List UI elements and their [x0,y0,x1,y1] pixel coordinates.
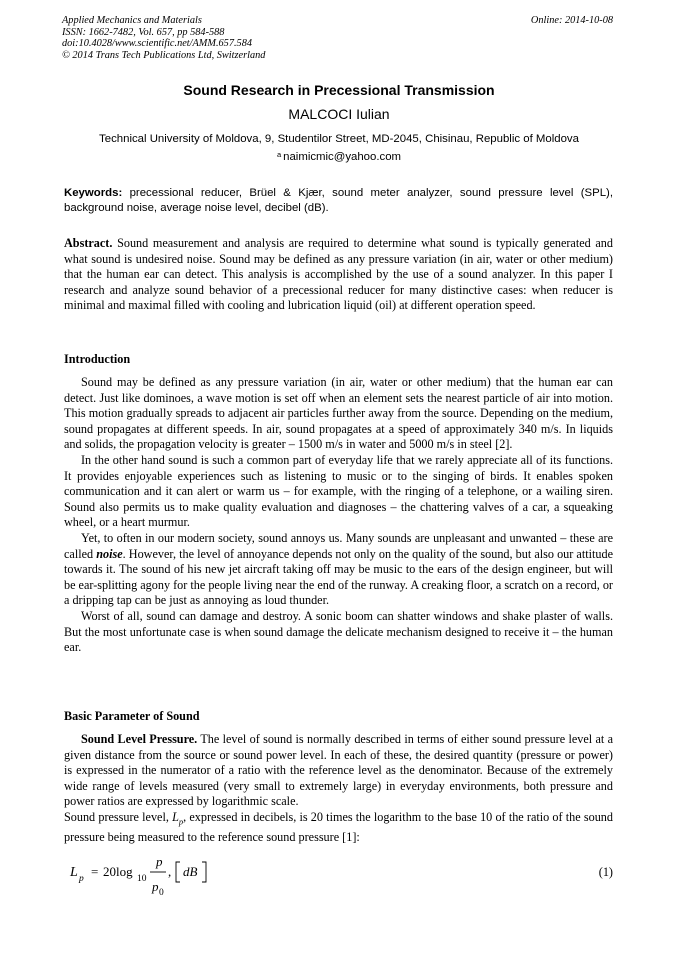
sound-level-pressure-lead: Sound Level Pressure. [81,732,198,746]
eq-numerator: p [156,854,163,869]
eq-denominator-sub: 0 [159,888,164,898]
keywords-text: precessional reducer, Brüel & Kjær, sound meter analyzer, sound pressure level (SPL), background noise, average noise level, decibel (dB). [64,187,613,214]
section-heading-introduction: Introduction [64,352,131,366]
paper-title: Sound Research in Precessional Transmission [183,82,495,98]
section-heading-basic-parameter: Basic Parameter of Sound [64,709,200,723]
keywords [64,186,613,216]
author-email [0,151,678,163]
eq-equals: = [91,864,99,879]
eq-unit: dB [183,864,198,879]
basic-p2-start: Sound pressure level, [64,809,173,824]
equation-1 [66,854,613,900]
email-address: naimicmic@yahoo.com [283,151,402,163]
intro-paragraph-1: Sound may be defined as any pressure variation (in air, water or other medium) that the human ear can detect. Just like dominoes, a wave motion is set off when an element sets the nearest particle of air into motion. This motion gradually spreads to adjacent air particles further away from the source. Depending on the medium, sound propagates at different speeds. In air, sound propagates at a speed of approximately 340 m/s. In liquids and solids, the propagation velocity is greater – 1500 m/s in water and 5000 m/s in steel [2]. [64,375,613,452]
basic-p1-text: The level of sound is normally described in terms of either sound pressure level at a given distance from the source or sound power level. In each of these, the desired quantity (pressure or power) is expressed in the numerator of a ratio with the reference level as the denominator. Because of the extremely wide range of levels measured (very small to extremely large) in everyday environments, both pressure and power ratios are expressed by logarithmic scale. [64,732,613,809]
abstract [64,236,613,314]
eq-coefficient: 20log [103,864,133,879]
abstract-label: Abstract. [64,236,113,250]
eq-comma: , [168,864,172,879]
author-name: MALCOCI Iulian [288,106,390,122]
introduction-body [64,375,613,656]
journal-name: Applied Mechanics and Materials [62,15,202,26]
online-date: Online: 2014-10-08 [530,15,613,26]
keywords-label: Keywords: [64,187,123,199]
eq-denominator: p [152,879,159,894]
eq-lhs: L [70,865,78,880]
eq-right-bracket [202,862,206,882]
basic-p2-end: , expressed in decibels, is 20 times the logarithm to the base 10 of the ratio of the sound pressure being measured to the reference sound pressure [1]: [64,809,613,844]
journal-header [62,15,265,61]
lp-subscript: p [178,816,184,827]
affiliation: Technical University of Moldova, 9, Studentilor Street, MD-2045, Chisinau, Republic of Moldova [99,133,579,145]
equation-formula [66,854,246,900]
eq-lhs-sub: p [79,874,84,884]
intro-paragraph-2: In the other hand sound is such a common part of everyday life that we rarely appreciate all of its functions. It provides enjoyable experiences such as listening to music or to the singing of birds. It enables spoken communication and it can alert or warm us – for example, with the ringing of a telephone, or a wailing siren. Sound also permits us to make quality evaluation and diagnoses – the chattering valves of a car, a squeaking wheel, or a heart murmur. [64,452,613,530]
copyright-line: © 2014 Trans Tech Publications Ltd, Switzerland [62,49,266,61]
abstract-text: Sound measurement and analysis are required to determine what sound is typically generated and what sound is undesired noise. Sound may be defined as any pressure variation (in air, water or other medium) that the human ear can detect. This analysis is accomplished by the use of a sound analyzer. In this paper I research and analyze sound behavior of a precessional reducer for many distinctive cases: when reducer is minimal and maximal filled with cooling and lubrication liquid (oil) at different operation speed. [64,236,613,313]
issn-line: ISSN: 1662-7482, Vol. 657, pp 584-588 [62,26,225,38]
intro-p3-start: Yet, to often in our modern society, sound annoys us. Many sounds are unpleasant and unwanted – these are called [64,530,613,561]
eq-left-bracket [176,862,180,882]
intro-paragraph-3 [64,531,613,609]
basic-parameter-body [64,732,613,846]
eq-log-base: 10 [137,874,147,884]
email-marker: a [276,150,282,159]
intro-paragraph-4: Worst of all, sound can damage and destroy. A sonic boom can shatter windows and shake plaster of walls. But the most unfortunate case is when sound damage the delicate mechanism designed to receive it – the human ear. [64,608,613,655]
equation-number: (1) [598,865,613,879]
doi-line: doi:10.4028/www.scientific.net/AMM.657.584 [62,38,252,50]
basic-paragraph-2 [64,810,613,846]
basic-paragraph-1 [64,732,613,810]
noise-emphasis: noise [96,546,123,561]
intro-p3-end: . However, the level of annoyance depends not only on the quality of the sound, but also our attitude towards it. The sound of his new jet aircraft taking off may be music to the ears of the design engineer, but will be ear-splitting agony for the people living near the end of the runway. A creaking floor, a scratch on a record, or a dripping tap can be just as annoying as loud thunder. [64,546,613,608]
lp-variable: L [172,809,179,824]
